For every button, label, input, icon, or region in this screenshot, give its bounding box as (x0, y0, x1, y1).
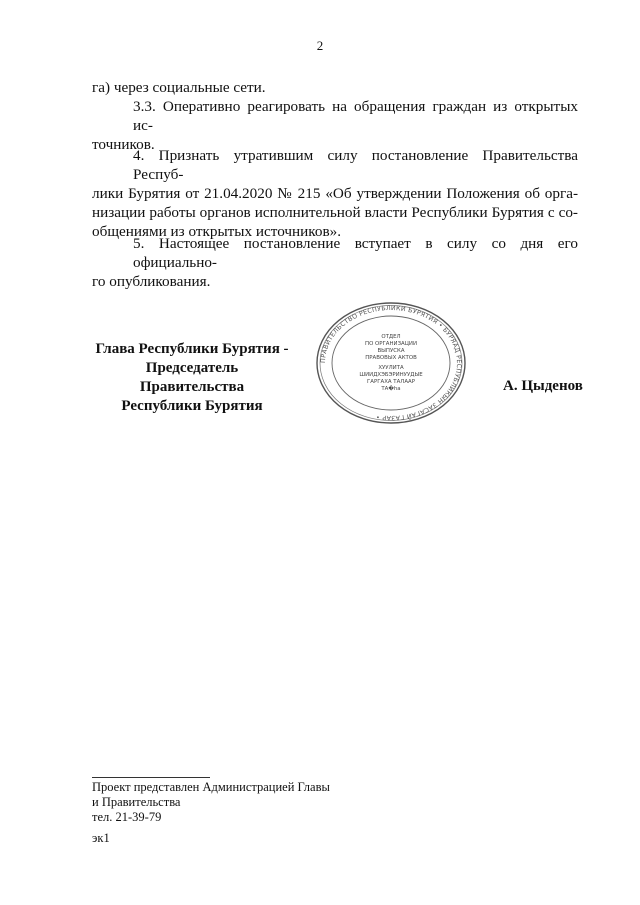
text-line: 3.3. Оперативно реагировать на обращения граждан из открытых ис- (133, 98, 578, 134)
footnote-line: и Правительства (92, 795, 181, 809)
seal-inner-line: ТА�ha (381, 386, 401, 392)
footnote-line: Проект представлен Администрацией Главы (92, 780, 330, 794)
footnote-line: тел. 21-39-79 (92, 810, 162, 824)
seal-inner-line: ШИИДХЭБЭРИНУУДЫЕ (359, 372, 423, 378)
official-seal-stamp (315, 301, 467, 425)
seal-inner-line: ПО ОРГАНИЗАЦИИ (365, 341, 417, 347)
text-line: га) через социальные сети. (92, 79, 266, 96)
signature-title (92, 340, 292, 416)
page-number: 2 (316, 38, 324, 53)
footnote (92, 780, 330, 825)
body-paragraph-1 (92, 78, 578, 97)
seal-inner-line: ХУУЛИТА (378, 365, 404, 371)
signature-title-line: Республики Бурятия (121, 398, 263, 414)
seal-inner-line: ВЫПУСКА (377, 348, 405, 354)
signature-title-line: Глава Республики Бурятия - (95, 341, 289, 357)
seal-outer-text: ПРАВИТЕЛЬСТВО РЕСПУБЛИКИ БУРЯТИЯ • БУРЯАД РЕСПУБЛИКЫН ЗАСАГАЙ ГАЗАР • (319, 304, 463, 422)
body-paragraph-3 (92, 146, 578, 241)
text-line: низации работы органов исполнительной власти Республики Бурятия с со- (92, 204, 578, 221)
seal-inner-line: ПРАВОВЫХ АКТОВ (365, 355, 417, 361)
body-paragraph-4 (92, 234, 578, 291)
text-line: 5. Настоящее постановление вступает в силу со дня его официально- (133, 235, 578, 271)
executor-code: эк1 (92, 831, 110, 845)
seal-inner-line: ГАРГАХА ТАЛААР (367, 379, 415, 385)
text-line: лики Бурятия от 21.04.2020 № 215 «Об утверждении Положения об орга- (92, 185, 578, 202)
footnote-divider (92, 777, 210, 778)
signer-name: А. Цыденов (503, 378, 583, 394)
signature-title-line: Председатель Правительства (139, 360, 245, 395)
text-line: точников. (92, 136, 155, 153)
text-line: общениями из открытых источников». (92, 223, 342, 240)
seal-inner-line: ОТДЕЛ (381, 334, 401, 340)
text-line: го опубликования. (92, 273, 211, 290)
text-line: 4. Признать утратившим силу постановление Правительства Респуб- (133, 147, 578, 183)
